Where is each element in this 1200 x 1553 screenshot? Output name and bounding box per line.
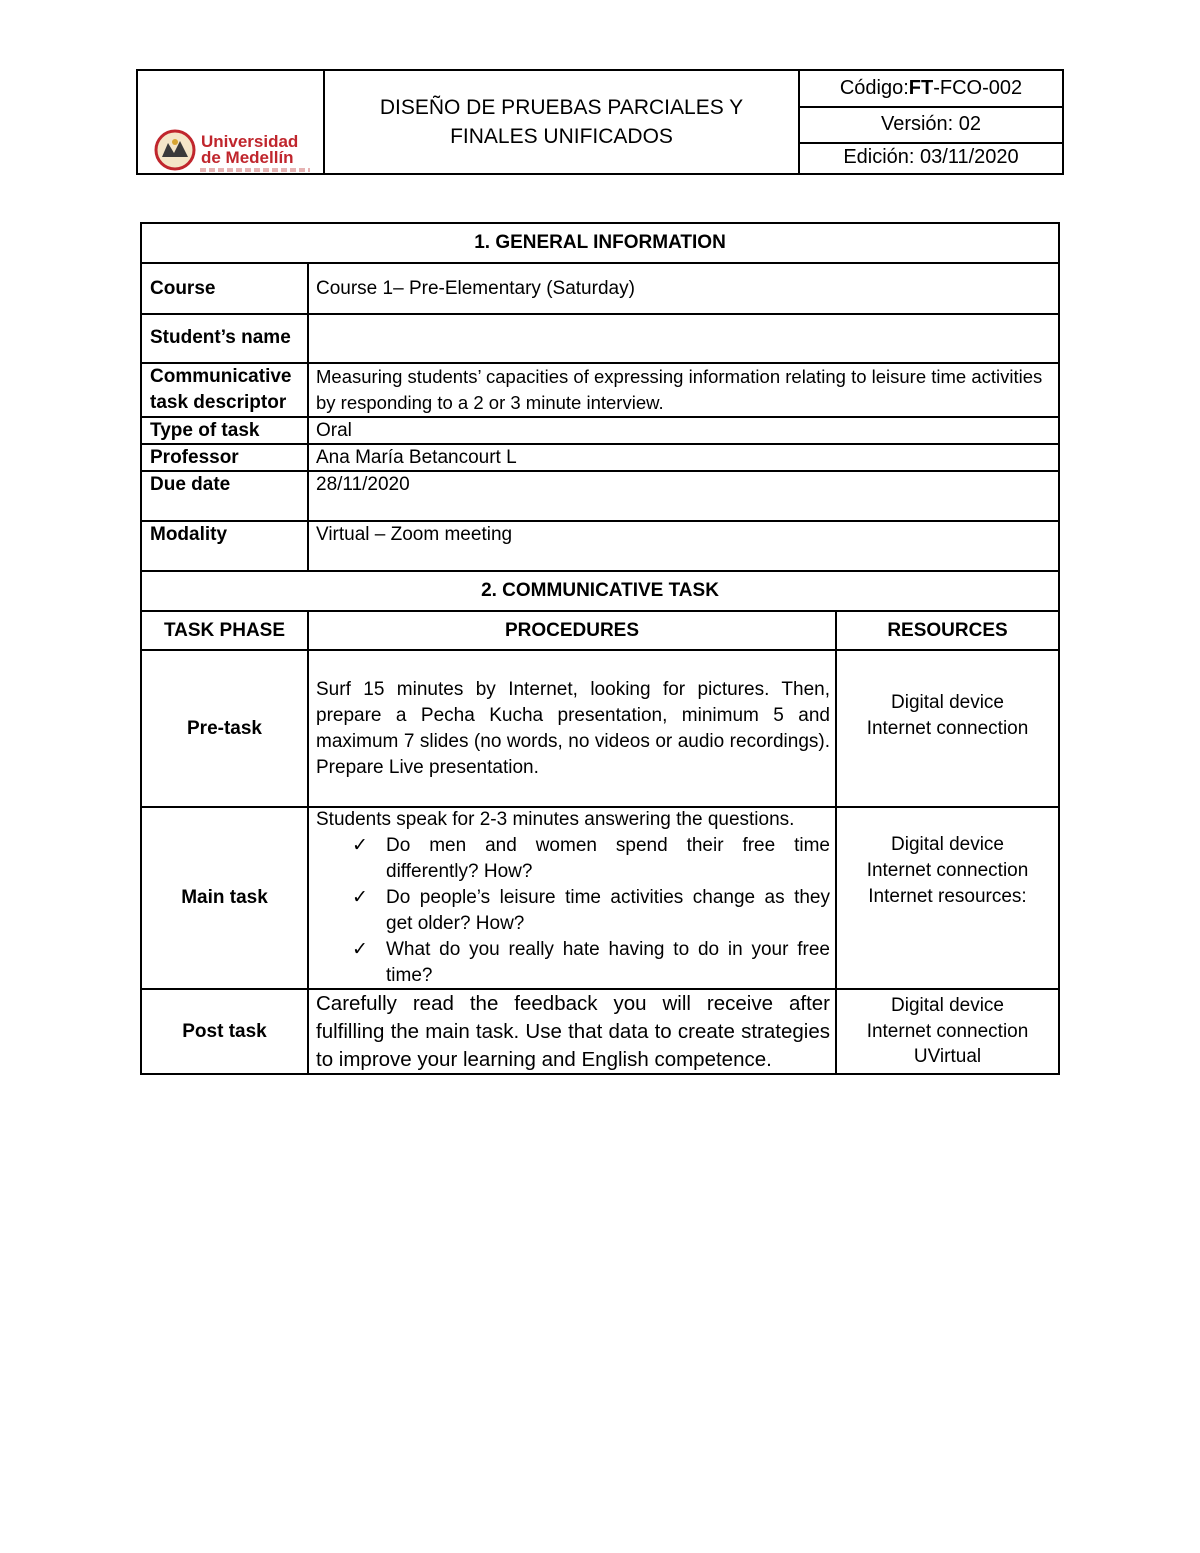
resource-item: Internet connection (866, 1020, 1029, 1042)
due-date-label: Due date (150, 474, 231, 495)
question-text: Do men and women spend their free time differently? How? (386, 835, 830, 882)
communicative-task-heading: 2. COMMUNICATIVE TASK (481, 580, 719, 601)
document-meta (800, 71, 1062, 173)
resource-item: Digital device (891, 995, 1004, 1016)
version-row: Versión: 02 (800, 106, 1062, 144)
logo-wordmark (201, 134, 298, 166)
resource-item: UVirtual (913, 1046, 982, 1067)
resource-item: Internet connection (866, 860, 1029, 881)
resource-item: Internet connection (866, 718, 1029, 739)
pre-task-procedure: Surf 15 minutes by Internet, looking for pictures. Then, prepare a Pecha Kucha presentation, minimum 5 and maximum 7 slides (no words, no videos or audio recordings). Prepare Live presentation. (316, 679, 830, 778)
task-descriptor-value: Measuring students’ capacities of expressing information relating to leisure time activities by responding to a 2 or 3 minute interview. (316, 366, 1043, 413)
type-of-task-label: Type of task (150, 420, 260, 441)
main-task-phase: Main task (181, 887, 268, 908)
professor-value: Ana María Betancourt L (316, 447, 517, 468)
post-task-phase: Post task (182, 1020, 267, 1042)
logo-line-2: de Medellín (201, 148, 294, 167)
post-task-procedure: Carefully read the feedback you will receive after fulfilling the main task. Use that data to create strategies to improve your learning and English competence. (316, 992, 830, 1071)
post-task-resources (837, 993, 1058, 1070)
main-task-intro: Students speak for 2-3 minutes answering the questions. (316, 809, 795, 830)
task-descriptor-label: Communicative task descriptor (150, 366, 292, 413)
type-of-task-value: Oral (316, 420, 352, 441)
document-header (136, 69, 1064, 175)
question-text: What do you really hate having to do in your free time? (386, 939, 830, 986)
code-row (800, 71, 1062, 108)
checkmark-icon: ✓ (352, 887, 368, 908)
exam-design-table (140, 222, 1060, 1075)
question-text: Do people’s leisure time activities change as they get older? How? (386, 887, 830, 934)
general-information-heading: 1. GENERAL INFORMATION (474, 232, 726, 253)
due-date-value: 28/11/2020 (316, 474, 410, 495)
checkmark-icon: ✓ (352, 835, 368, 856)
question-item (316, 937, 830, 989)
modality-label: Modality (150, 524, 228, 545)
code-label: Código: (839, 77, 909, 99)
resource-item: Digital device (891, 692, 1004, 713)
document-title: DISEÑO DE PRUEBAS PARCIALES Y FINALES UNIFICADOS (325, 71, 800, 173)
main-task-resources (837, 832, 1058, 910)
logo-line-1: Universidad (201, 132, 299, 151)
task-phase-column-header: TASK PHASE (163, 619, 286, 641)
pre-task-resources (837, 690, 1058, 742)
question-item (316, 885, 830, 937)
professor-label: Professor (150, 447, 239, 468)
pre-task-phase: Pre-task (187, 717, 262, 739)
checkmark-icon: ✓ (352, 939, 368, 960)
course-value: Course 1– Pre-Elementary (Saturday) (316, 278, 635, 299)
main-task-procedure (316, 807, 830, 989)
modality-value: Virtual – Zoom meeting (316, 524, 513, 545)
question-item (316, 833, 830, 885)
logo-tagline-decoration (200, 168, 310, 172)
resource-item: Digital device (891, 834, 1004, 855)
course-label: Course (150, 278, 216, 299)
procedures-column-header: PROCEDURES (504, 619, 640, 641)
logo-cell (138, 71, 325, 173)
university-seal-icon (154, 129, 196, 171)
university-logo (154, 129, 298, 171)
resource-item: Internet resources: (868, 886, 1027, 907)
code-value: -FCO-002 (933, 77, 1023, 99)
code-prefix: FT (908, 77, 934, 99)
question-list (316, 833, 830, 989)
edition-row: Edición: 03/11/2020 (843, 146, 1019, 168)
resources-column-header: RESOURCES (887, 619, 1008, 641)
student-name-label: Student’s name (150, 327, 291, 348)
